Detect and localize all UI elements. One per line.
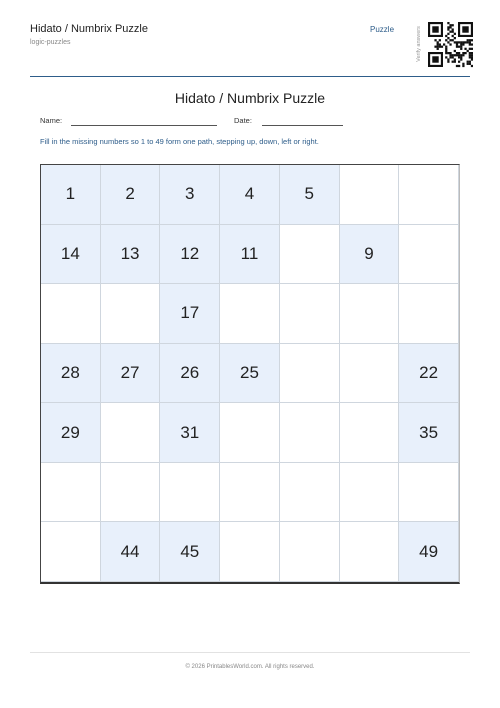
- given-cell: 35: [399, 403, 459, 463]
- verify-answers-text: Verify answers: [416, 26, 422, 62]
- puzzle-badge: Puzzle: [370, 25, 395, 34]
- empty-cell[interactable]: [280, 463, 340, 523]
- empty-cell[interactable]: [340, 284, 400, 344]
- empty-cell[interactable]: [280, 284, 340, 344]
- empty-cell[interactable]: [280, 225, 340, 285]
- empty-cell[interactable]: [41, 463, 101, 523]
- given-cell: 2: [101, 165, 161, 225]
- qr-code-icon[interactable]: [428, 17, 473, 72]
- given-cell: 28: [41, 344, 101, 404]
- empty-cell[interactable]: [399, 463, 459, 523]
- given-cell: 9: [340, 225, 400, 285]
- empty-cell[interactable]: [101, 463, 161, 523]
- empty-cell[interactable]: [399, 165, 459, 225]
- given-cell: 1: [41, 165, 101, 225]
- empty-cell[interactable]: [280, 522, 340, 582]
- empty-cell[interactable]: [160, 463, 220, 523]
- given-cell: 11: [220, 225, 280, 285]
- document-category: logic-puzzles: [30, 39, 71, 46]
- given-cell: 27: [101, 344, 161, 404]
- header-divider: [30, 76, 470, 77]
- empty-cell[interactable]: [399, 284, 459, 344]
- name-field[interactable]: [71, 125, 217, 126]
- given-cell: 13: [101, 225, 161, 285]
- empty-cell[interactable]: [41, 284, 101, 344]
- empty-cell[interactable]: [340, 403, 400, 463]
- given-cell: 49: [399, 522, 459, 582]
- footer-divider: [30, 652, 470, 653]
- empty-cell[interactable]: [220, 403, 280, 463]
- given-cell: 17: [160, 284, 220, 344]
- given-cell: 44: [101, 522, 161, 582]
- date-label: Date:: [234, 116, 252, 125]
- given-cell: 29: [41, 403, 101, 463]
- given-cell: 45: [160, 522, 220, 582]
- empty-cell[interactable]: [41, 522, 101, 582]
- page-header: [30, 0, 470, 76]
- puzzle-grid: [40, 164, 460, 584]
- given-cell: 3: [160, 165, 220, 225]
- given-cell: 4: [220, 165, 280, 225]
- empty-cell[interactable]: [280, 403, 340, 463]
- date-field[interactable]: [262, 125, 343, 126]
- document-title: Hidato / Numbrix Puzzle: [30, 23, 148, 35]
- empty-cell[interactable]: [399, 225, 459, 285]
- copyright-footer: © 2026 PrintablesWorld.com. All rights reserved.: [185, 664, 315, 670]
- given-cell: 12: [160, 225, 220, 285]
- empty-cell[interactable]: [220, 463, 280, 523]
- empty-cell[interactable]: [280, 344, 340, 404]
- empty-cell[interactable]: [340, 344, 400, 404]
- empty-cell[interactable]: [340, 165, 400, 225]
- empty-cell[interactable]: [340, 522, 400, 582]
- given-cell: 25: [220, 344, 280, 404]
- given-cell: 26: [160, 344, 220, 404]
- empty-cell[interactable]: [101, 284, 161, 344]
- given-cell: 5: [280, 165, 340, 225]
- given-cell: 31: [160, 403, 220, 463]
- empty-cell[interactable]: [220, 284, 280, 344]
- empty-cell[interactable]: [220, 522, 280, 582]
- verify-answers-label: [414, 20, 424, 68]
- empty-cell[interactable]: [101, 403, 161, 463]
- name-label: Name:: [40, 116, 63, 125]
- empty-cell[interactable]: [340, 463, 400, 523]
- given-cell: 14: [41, 225, 101, 285]
- page-title: Hidato / Numbrix Puzzle: [174, 90, 326, 106]
- given-cell: 22: [399, 344, 459, 404]
- instructions: Fill in the missing numbers so 1 to 49 form one path, stepping up, down, left or right.: [40, 137, 319, 146]
